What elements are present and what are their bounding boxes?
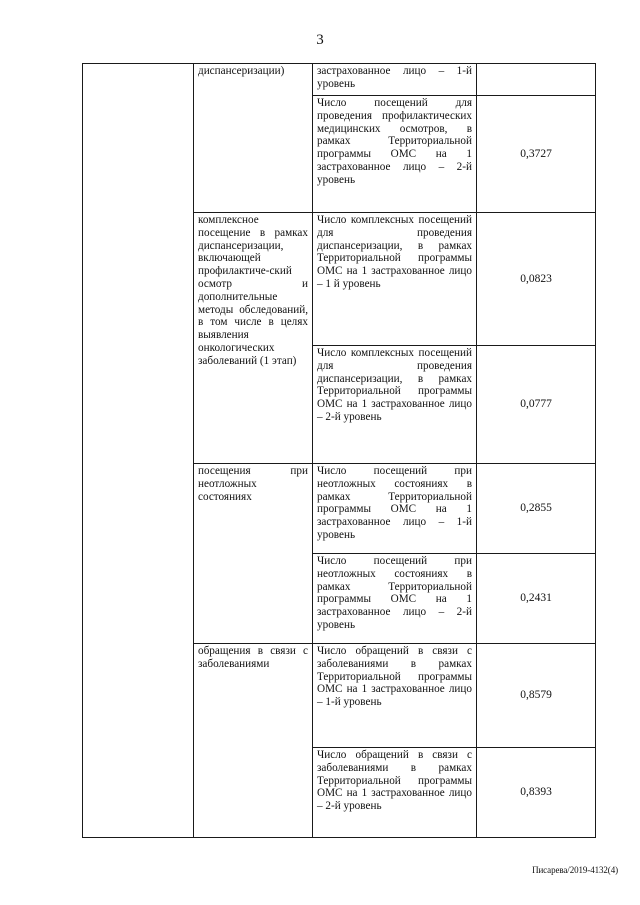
indicators-table: [82, 63, 596, 838]
empty-first-column-cell: [83, 64, 194, 838]
group-label-cell: комплексное посещение в рамках диспансеризации, включающей профилактиче-ский осмотр и дополнительные методы обследований, в том числе в целях выявления онкологических заболеваний (1 этап): [194, 213, 313, 464]
indicator-cell: Число комплексных посещений для проведения диспансеризации, в рамках Территориальной программы ОМС на 1 застрахованное лицо – 1 й уровень: [313, 213, 477, 346]
group-label-cell: посещения при неотложных состояниях: [194, 464, 313, 644]
page-number: 3: [316, 32, 324, 48]
group-label-cell: диспансеризации): [194, 64, 313, 213]
document-code: Писарева/2019-4132(4): [532, 865, 618, 875]
table-row: [83, 64, 596, 96]
group-label-cell: обращения в связи с заболеваниями: [194, 644, 313, 838]
indicator-cell: Число посещений при неотложных состояниях в рамках Территориальной программы ОМС на 1 застрахованное лицо – 1-й уровень: [313, 464, 477, 554]
value-cell: 0,0777: [477, 346, 596, 464]
value-cell: 0,2431: [477, 554, 596, 644]
value-cell: 0,3727: [477, 96, 596, 213]
indicator-cell: Число обращений в связи с заболеваниями в рамках Территориальной программы ОМС на 1 застрахованное лицо – 1-й уровень: [313, 644, 477, 748]
indicator-cell: застрахованное лицо – 1-й уровень: [313, 64, 477, 96]
value-cell: [477, 64, 596, 96]
value-cell: 0,8393: [477, 748, 596, 838]
indicator-cell: Число комплексных посещений для проведения диспансеризации, в рамках Территориальной программы ОМС на 1 застрахованное лицо – 2-й уровень: [313, 346, 477, 464]
value-cell: 0,2855: [477, 464, 596, 554]
value-cell: 0,8579: [477, 644, 596, 748]
indicator-cell: Число посещений для проведения профилактических медицинских осмотров, в рамках Территориальной программы ОМС на 1 застрахованное лицо – 2-й уровень: [313, 96, 477, 213]
indicator-cell: Число посещений при неотложных состояниях в рамках Территориальной программы ОМС на 1 застрахованное лицо – 2-й уровень: [313, 554, 477, 644]
value-cell: 0,0823: [477, 213, 596, 346]
indicator-cell: Число обращений в связи с заболеваниями в рамках Территориальной программы ОМС на 1 застрахованное лицо – 2-й уровень: [313, 748, 477, 838]
